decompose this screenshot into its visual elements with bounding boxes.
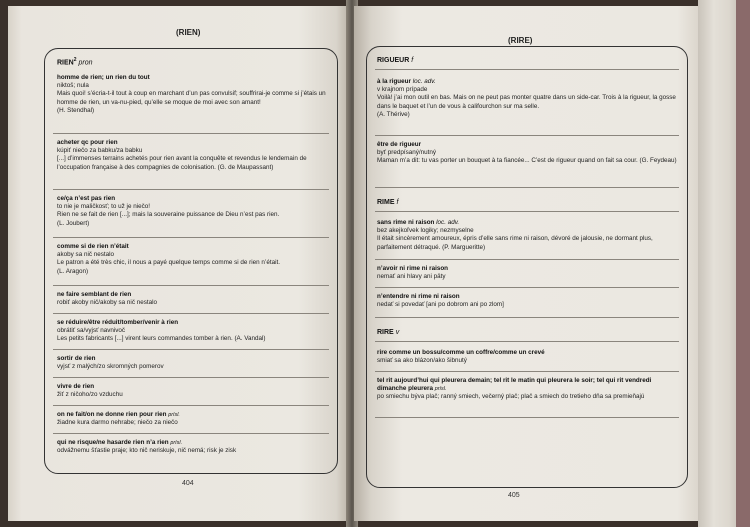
entry-phrase bbox=[377, 78, 677, 86]
separator bbox=[375, 371, 679, 372]
separator bbox=[375, 417, 679, 418]
entry-translation: akoby sa nič nestalo bbox=[57, 251, 115, 259]
separator bbox=[53, 433, 329, 434]
entry-phrase bbox=[57, 439, 329, 447]
headword-text: RIGUEUR bbox=[377, 57, 410, 64]
entry-phrase bbox=[57, 411, 329, 419]
separator bbox=[375, 341, 679, 342]
entry-phrase: acheter qc pour rien bbox=[57, 139, 118, 146]
entry-4 bbox=[57, 291, 329, 307]
entry-0 bbox=[57, 74, 329, 115]
entry-1 bbox=[57, 139, 329, 172]
entry-example: Les petits fabricants [...] virent leurs commandes tomber à rien. (A. Vandal) bbox=[57, 335, 266, 343]
entry-translation: vyjsť z malých/zo skromných pomerov bbox=[57, 363, 164, 371]
rime-entry-1 bbox=[377, 265, 677, 281]
entry-box-right bbox=[366, 46, 688, 488]
entry-phrase-text: tel rit aujourd’hui qui pleurera demain; tel rit le matin qui pleurera le soir; tel qui rit vendredi dimanche pleurera bbox=[377, 377, 652, 393]
entry-phrase: homme de rien; un rien du tout bbox=[57, 74, 150, 81]
entry-7 bbox=[57, 383, 329, 399]
separator bbox=[375, 317, 679, 318]
rigueur-entry-0 bbox=[377, 78, 677, 119]
headword-text: RIRE bbox=[377, 329, 394, 336]
entry-example: Il était sincèrement amoureux, épris d’elle sans rime ni raison, dévoré de jalousie, ne dormant plus, parfaitement détraqué. (P. Margueritte) bbox=[377, 235, 653, 251]
entry-phrase-text: qui ne risque/ne hasarde rien n’a rien bbox=[57, 439, 169, 446]
right-page bbox=[354, 6, 698, 521]
entry-example: [...] d’immenses terrains achetés pour rien avant la conquête et revendus le lendemain de l’occupation française à des compagnies de colonisation. (G. de Maupassant) bbox=[57, 155, 307, 171]
headword-text: RIEN bbox=[57, 59, 74, 67]
separator bbox=[53, 133, 329, 134]
running-head-right: (RIRE) bbox=[508, 36, 533, 45]
headword-rien bbox=[57, 57, 92, 66]
page-edges bbox=[698, 0, 750, 527]
entry-6 bbox=[57, 355, 329, 371]
headword-rigueur bbox=[377, 57, 413, 64]
entry-phrase bbox=[377, 377, 677, 393]
separator bbox=[375, 287, 679, 288]
page-number-right: 405 bbox=[508, 492, 520, 499]
headword-rire bbox=[377, 329, 399, 336]
separator bbox=[375, 259, 679, 260]
headword-rime bbox=[377, 199, 398, 206]
entry-translation: nedať si povedať [ani po dobrom ani po zlom] bbox=[377, 301, 504, 309]
entry-phrase: être de rigueur bbox=[377, 141, 422, 148]
entry-phrase: comme si de rien n’était bbox=[57, 243, 129, 250]
entry-source: (L. Aragon) bbox=[57, 267, 89, 275]
entry-box-left bbox=[44, 48, 338, 474]
entry-8 bbox=[57, 411, 329, 427]
rime-entry-0 bbox=[377, 219, 677, 252]
entry-9 bbox=[57, 439, 329, 455]
separator bbox=[53, 349, 329, 350]
entry-source: (A. Thérive) bbox=[377, 110, 410, 118]
entry-5 bbox=[57, 319, 329, 344]
entry-phrase-text: on ne fait/on ne donne rien pour rien bbox=[57, 411, 167, 418]
entry-3 bbox=[57, 243, 329, 276]
rigueur-entry-1 bbox=[377, 141, 677, 166]
entry-translation: po smiechu býva plač; ranný smiech, večerný plač; plač a smiech do tretieho dňa sa premieňajú bbox=[377, 393, 645, 401]
rire-entry-1 bbox=[377, 377, 677, 402]
entry-source: (L. Joubert) bbox=[57, 219, 90, 227]
entry-example: Mais quoi! s’écria-t-il tout à coup en marchant d’un pas convulsif; souffrirai-je comme si j’étais un homme de rien, un va-nu-pied, qu’elle se moque de moi avec son amant! bbox=[57, 90, 326, 106]
entry-translation: odvážnemu šťastie praje; kto nič neriskuje, nič nemá; risk je zisk bbox=[57, 447, 237, 455]
entry-translation: niktoš; nula bbox=[57, 82, 89, 90]
entry-example: Voilà! j’ai mon outil en bas. Mais on ne peut pas monter quatre dans un side-car. Trois à la rigueur, la gosse dans le baquet et l’un de vous à califourchon sur ma selle. bbox=[377, 94, 676, 110]
entry-example: Rien ne se fait de rien [...]; mais la souveraine puissance de Dieu n’est pas rien. bbox=[57, 211, 280, 219]
entry-translation: žiadne kura darmo nehrabe; niečo za niečo bbox=[57, 419, 178, 427]
entry-tag: prísl. bbox=[170, 440, 183, 446]
entry-phrase: n’entendre ni rime ni raison bbox=[377, 293, 460, 300]
entry-phrase-text: à la rigueur bbox=[377, 78, 411, 85]
entry-phrase: rire comme un bossu/comme un coffre/comme un crevé bbox=[377, 349, 545, 356]
headword-pos: f bbox=[396, 199, 399, 206]
entry-phrase: se réduire/être réduit/tomber/venir à rien bbox=[57, 319, 179, 326]
entry-phrase-text: sans rime ni raison bbox=[377, 219, 435, 226]
entry-phrase: sortir de rien bbox=[57, 355, 96, 362]
entry-phrase: n’avoir ni rime ni raison bbox=[377, 265, 449, 272]
entry-example: Maman m’a dit: tu vas porter un bouquet à ta fiancée... C’est de rigueur quand on fait sa cour. (G. Feydeau) bbox=[377, 157, 677, 165]
rime-entry-2 bbox=[377, 293, 677, 309]
entry-phrase: ne faire semblant de rien bbox=[57, 291, 132, 298]
headword-superscript: 2 bbox=[73, 57, 77, 63]
separator bbox=[53, 189, 329, 190]
entry-translation: v krajnom prípade bbox=[377, 86, 428, 94]
entry-translation: smiať sa ako blázon/ako šibnutý bbox=[377, 357, 467, 365]
entry-example: Le patron a été très chic, il nous a payé quelque temps comme si de rien n’était. bbox=[57, 259, 280, 267]
separator bbox=[53, 377, 329, 378]
separator bbox=[53, 285, 329, 286]
entry-tag: prísl. bbox=[168, 412, 180, 418]
left-page bbox=[8, 6, 350, 521]
separator bbox=[53, 313, 329, 314]
entry-translation: byť predpísaný/nutný bbox=[377, 149, 437, 157]
entry-phrase: ce/ça n’est pas rien bbox=[57, 195, 116, 202]
separator bbox=[375, 211, 679, 212]
separator bbox=[375, 69, 679, 70]
headword-pos: pron bbox=[78, 59, 93, 67]
separator bbox=[375, 135, 679, 136]
entry-translation: nemať ani hlavy ani päty bbox=[377, 273, 446, 281]
entry-translation: obrátiť sa/vyjsť navnivoč bbox=[57, 327, 126, 335]
entry-translation: bez akejkoľvek logiky; nezmyselne bbox=[377, 227, 474, 235]
separator bbox=[53, 237, 329, 238]
running-head-left: (RIEN) bbox=[176, 28, 201, 37]
headword-text: RIME bbox=[377, 199, 395, 206]
entry-phrase-tag: loc. adv. bbox=[436, 219, 460, 226]
entry-phrase: vivre de rien bbox=[57, 383, 95, 390]
entry-translation: žiť z ničoho/zo vzduchu bbox=[57, 391, 123, 399]
separator bbox=[375, 187, 679, 188]
rire-entry-0 bbox=[377, 349, 677, 365]
entry-2 bbox=[57, 195, 329, 228]
entry-translation: to nie je maličkosť; to už je niečo! bbox=[57, 203, 151, 211]
entry-tag: prísl. bbox=[434, 386, 447, 393]
entry-phrase bbox=[377, 219, 677, 227]
entry-translation: kúpiť niečo za babku/za babku bbox=[57, 147, 143, 155]
entry-phrase-tag: loc. adv. bbox=[412, 78, 436, 85]
page-number-left: 404 bbox=[182, 480, 194, 487]
separator bbox=[53, 405, 329, 406]
headword-pos: v bbox=[395, 329, 400, 336]
entry-translation: robiť akoby nič/akoby sa nič nestalo bbox=[57, 299, 158, 307]
headword-pos: f bbox=[411, 57, 414, 64]
entry-source: (H. Stendhal) bbox=[57, 106, 95, 114]
